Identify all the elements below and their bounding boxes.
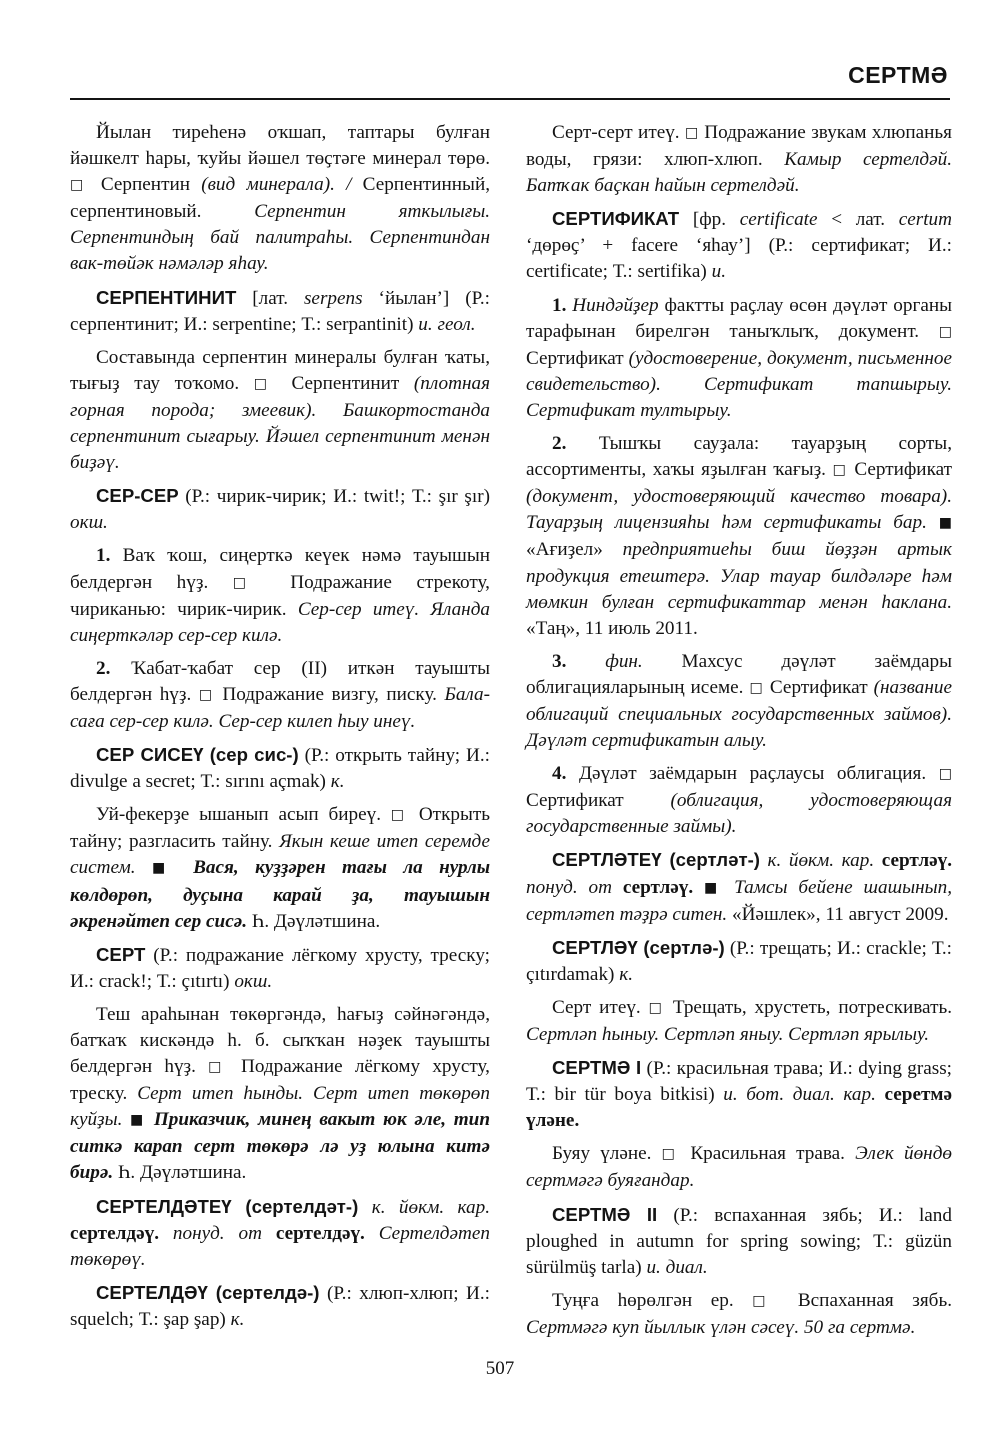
russian-equivalent-marker: □ — [938, 323, 952, 340]
entry-paragraph: Серт итеү. □ Трещать, хрустеть, потрескивать. Сертләп һыныу. Сертләп яныу. Сертләп ярылыу. — [526, 996, 953, 1045]
dictionary-entry: СЕР СИСЕҮ (сер сис-) (Р.: открыть тайну; И.: divulge a secret; Т.: sırını açmak) к. — [70, 744, 491, 793]
headword: СЕРТЛӘТЕҮ (сертләт-) — [552, 849, 760, 871]
russian-equivalent-marker: □ — [752, 1292, 780, 1309]
sense-paragraph: 4. Дәүләт заёмдарын раҫлаусы облигация. □ Сертификат (облигация, удостоверяющая государственные займы). — [526, 763, 952, 838]
headword: СЕРТЕЛДӘҮ (сертелдә-) — [96, 1281, 320, 1303]
dictionary-entry: СЕР-СЕР (Р.: чирик-чирик; И.: twit!; Т.: şır şır) окш. — [70, 485, 490, 534]
dictionary-entry: СЕРПЕНТИНИТ [лат. serpens ‘йылан’] (Р.: серпентинит; И.: serpentine; Т.: serpantinit) и. геол. — [70, 286, 490, 335]
russian-equivalent-marker: □ — [938, 766, 952, 783]
headword: СЕРТЛӘҮ (сертлә-) — [552, 936, 725, 958]
dictionary-entry: СЕРТ (Р.: подражание лёгкому хрусту, треску; И.: crack!; Т.: çıtırtı) окш. — [70, 943, 490, 992]
literary-citation-marker: ■ — [938, 515, 952, 532]
headword: СЕРТМӘ I — [552, 1057, 642, 1079]
headword: СЕРТ — [96, 943, 146, 965]
russian-equivalent-marker: □ — [232, 574, 266, 591]
entry-paragraph: Серт-серт итеү. □ Подражание звукам хлюпанья воды, грязи: хлюп-хлюп. Камыр сертелдәй. Батҡак баҫкан һайын сертелдәй. — [526, 122, 952, 197]
sense-number: 1. — [552, 294, 567, 316]
entry-paragraph: Буяу үләне. □ Красильная трава. Элек йөндө сертмәгә буяғандар. — [526, 1143, 953, 1192]
dictionary-entry: СЕРТЛӘҮ (сертлә-) (Р.: трещать; И.: crackle; Т.: çıtırdamak) к. — [526, 936, 952, 985]
headword: СЕР СИСЕҮ (сер сис-) — [96, 744, 299, 766]
entry-paragraph: Составында серпентин минералы булған ҡаты, тығыҙ тау тоҡомо. □ Серпентинит (плотная горная порода; змеевик). Башкортостанда серпентинит сығарыу. Йәшел серпентинит менән биҙәү. — [70, 346, 490, 474]
dictionary-entry: СЕРТЛӘТЕҮ (сертләт-) к. йөкм. кар. сертләү. понуд. от сертләү. ■ Тамсы бейене шашынып, сертләтеп тәҙрә ситен. «Йәшлек», 11 август 2009. — [526, 849, 953, 925]
sense-number: 4. — [552, 763, 567, 785]
russian-equivalent-marker: □ — [648, 999, 665, 1016]
russian-equivalent-marker: □ — [208, 1059, 229, 1076]
entry-paragraph: Уй-фекерҙе ышанып асып биреү. □ Открыть тайну; разгласить тайну. Якын кеше итеп серемде систем. ■ Вася, куҙҙәрен тағы ла нурлы көлдөрөп, дуҫына карай ҙа, тауышын әкренәйтеп сер сисә. Һ. Дәүләтшина. — [70, 804, 491, 932]
sense-paragraph: 2. Ҡабат-ҡабат сер (II) иткән тауышты белдергән һүҙ. □ Подражание визгу, писку. Бала-саға сер-сер килә. Сер-сер килеп һыу инеү. — [70, 657, 490, 732]
sense-number: 2. — [552, 433, 567, 455]
literary-citation-marker: ■ — [704, 879, 724, 896]
sense-number: 3. — [552, 650, 567, 672]
russian-equivalent-marker: □ — [832, 462, 848, 479]
headword: СЕРПЕНТИНИТ — [96, 286, 237, 308]
headword: СЕРТИФИКАТ — [552, 208, 680, 230]
dictionary-entry: СЕРТЕЛДӘҮ (сертелдә-) (Р.: хлюп-хлюп; И.: squelch; Т.: şap şap) к. — [70, 1281, 490, 1330]
right-column — [526, 120, 952, 1348]
entry-paragraph: Йылан тиреһенә оҡшап, таптары булған йәшкелт һары, ҡуйы йәшел төҫтәге минерал төрө. □ Серпентин (вид минерала). / Серпентинный, серпентиновый. Серпентин яткылығы. Серпентиндың бай палитраһы. Серпентиндан вак-төйәк нәмәләр яһау. — [70, 122, 491, 275]
literary-citation-marker: ■ — [130, 1112, 147, 1129]
russian-equivalent-marker: □ — [253, 375, 277, 392]
running-header — [70, 62, 950, 100]
literary-citation-marker: ■ — [151, 860, 177, 877]
sense-paragraph: 1. Ваҡ ҡош, сиңерткә кеүек нәмә тауышын белдергән һүҙ. □ Подражание стрекоту, чириканью: чирик-чирик. Сер-сер итеү. Яланда сиңерткәләр сер-сер килә. — [70, 545, 490, 646]
headword: СЕРТЕЛДӘТЕҮ (сертелдәт-) — [96, 1195, 359, 1217]
entry-paragraph: Теш араһынан төкөргәндә, һағыҙ сәйнәгәндә, батҡаҡ кискәндә һ. б. сыҡҡан нәҙек тауышты белдергән һүҙ. □ Подражание лёгкому хрусту, треску. Серт итеп һынды. Серт итеп төкөрөп куйҙы. ■ Приказчик, минең вакыт юк әле, тип ситкә карап серт төкөрә лә уҙ юлына китә бирә. Һ. Дәүләтшина. — [70, 1003, 491, 1184]
sense-paragraph: 2. Тышҡы сауҙала: тауарҙың сорты, ассортименты, хаҡы яҙылған ҡағыҙ. □ Сертификат (документ, удостоверяющий качество товара). Тауарҙың лицензияһы һәм сертификаты бар. ■ «Ағиҙел» предприятиеһы биш йөҙҙән артык продукция етештерә. Улар тауар билдәләре һәм мөмкин булған сертификаттар менән һаклана. «Таң», 11 июль 2011. — [526, 433, 952, 639]
russian-equivalent-marker: □ — [685, 125, 699, 141]
headword: СЕР-СЕР — [96, 485, 179, 507]
running-head-title: СЕРТМӘ — [848, 62, 948, 88]
dictionary-entry: СЕРТИФИКАТ [фр. certificate < лат. certum ‘дөрөҫ’ + facere ‘яһау’] (Р.: сертификат; И.: certificate; Т.: sertifika) и. — [526, 208, 952, 283]
dictionary-entry: СЕРТМӘ I (Р.: красильная трава; И.: dying grass; Т.: bir tür boya bitkisi) и. бот. диал. кар. серетмә үләне. — [526, 1057, 953, 1132]
sense-number: 2. — [96, 657, 111, 679]
dictionary-entry: СЕРТЕЛДӘТЕҮ (сертелдәт-) к. йөкм. кар. сертелдәү. понуд. от сертелдәү. Сертелдәтеп төкөрөү. — [70, 1195, 491, 1270]
sense-paragraph: 1. Ниндәйҙер фактты раҫлау өсөн дәүләт органы тарафынан бирелгән таныҡлыҡ, документ. □ Сертификат (удостоверение, документ, письменное свидетельство). Сертификат тапшырыу. Сертификат тултырыу. — [526, 294, 952, 421]
left-column — [70, 120, 490, 1340]
headword: СЕРТМӘ II — [552, 1203, 658, 1225]
russian-equivalent-marker: □ — [661, 1146, 681, 1163]
dictionary-entry: СЕРТМӘ II (Р.: вспаханная зябь; И.: land ploughed in autumn for spring sowing; Т.: güzün sürülmüş tarla) и. диал. — [526, 1203, 952, 1278]
sense-number: 1. — [96, 545, 111, 567]
russian-equivalent-marker: □ — [70, 177, 90, 194]
russian-equivalent-marker: □ — [198, 686, 215, 703]
entry-paragraph: Туңға һөрөлгән ер. □ Вспаханная зябь. Сертмәгә куп йыллык үлән сәсеү. 50 га сертмә. — [526, 1289, 952, 1338]
russian-equivalent-marker: □ — [390, 807, 410, 824]
page-number: 507 — [485, 1358, 515, 1379]
russian-equivalent-marker: □ — [749, 679, 764, 696]
sense-paragraph: 3. фин. Махсус дәүләт заёмдары облигацияларының исеме. □ Сертификат (название облигаций специальных государственных займов). Дәүләт сертификатын алыу. — [526, 650, 953, 752]
